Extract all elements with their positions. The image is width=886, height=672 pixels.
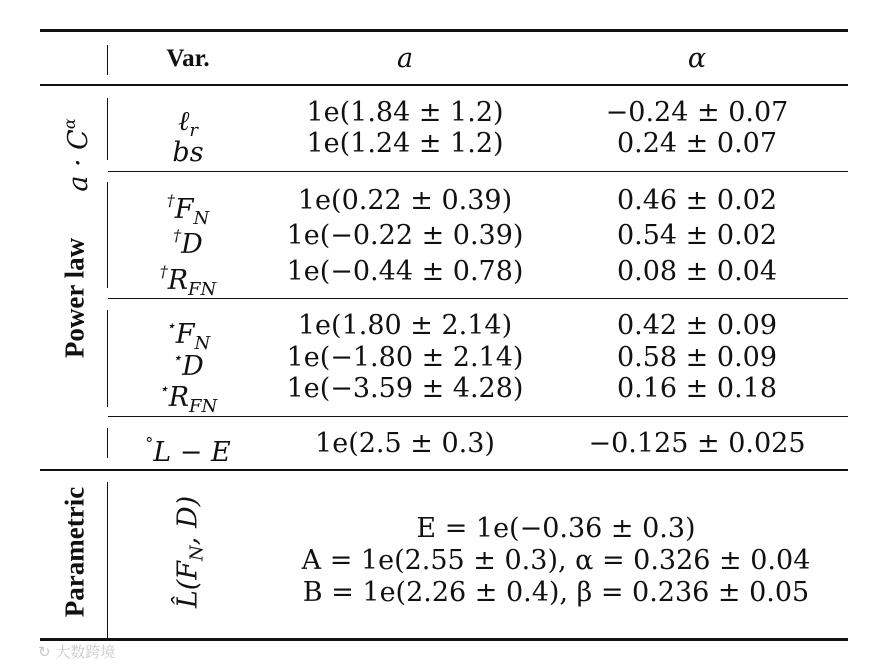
parametric-line-2: A = 1e(2.55 ± 0.3), α = 0.326 ± 0.04 (301, 545, 811, 576)
row-alpha-value: 0.46 ± 0.02 (616, 185, 778, 216)
row-alpha-value: 0.42 ± 0.09 (616, 310, 778, 341)
row-alpha-value: 0.58 ± 0.09 (616, 342, 778, 373)
row-alpha-value: 0.24 ± 0.07 (616, 128, 778, 159)
vsep-block-1 (107, 98, 108, 160)
row-alpha-value: −0.24 ± 0.07 (605, 97, 789, 128)
row-a-value: 1e(0.22 ± 0.39) (297, 185, 513, 216)
header-a: a (396, 43, 414, 74)
row-a-value: 1e(−3.59 ± 4.28) (286, 373, 524, 404)
row-a-value: 1e(−0.22 ± 0.39) (286, 220, 524, 251)
header-var: Var. (166, 45, 210, 72)
watermark-logo-icon: ↻ (38, 643, 51, 661)
watermark: ↻ 大数跨境 (38, 643, 116, 661)
row-var: $^⋆R_{FN}$ (158, 379, 218, 417)
row-var: $^⋆F_N$ (165, 316, 211, 354)
row-a-value: 1e(−0.44 ± 0.78) (286, 256, 524, 287)
row-alpha-value: −0.125 ± 0.025 (588, 428, 806, 459)
row-var: $^\dagger F_N$ (166, 191, 210, 229)
group-rule-3 (108, 416, 848, 417)
vsep-block-4 (107, 428, 108, 458)
row-a-value: 1e(−1.80 ± 2.14) (286, 342, 524, 373)
row-a-value: 1e(1.80 ± 2.14) (297, 310, 513, 341)
row-a-value: 1e(1.84 ± 1.2) (306, 97, 504, 128)
row-var: bs (172, 137, 204, 168)
row-var: ⋆D (172, 348, 204, 382)
group-formula-power-law: $a \cdot C^\alpha$ (60, 118, 94, 192)
row-var: †D (173, 226, 203, 260)
group-rule-2 (108, 298, 848, 299)
row-a-value: 1e(1.24 ± 1.2) (306, 128, 504, 159)
top-rule (40, 29, 848, 32)
bottom-rule (40, 638, 848, 641)
row-alpha-value: 0.54 ± 0.02 (616, 220, 778, 251)
group-label-power-law: Power law (59, 237, 90, 359)
parametric-line-1: E = 1e(−0.36 ± 0.3) (416, 513, 696, 544)
row-a-value: 1e(2.5 ± 0.3) (315, 428, 495, 459)
vsep-header (107, 45, 108, 75)
group-formula-parametric: $L̂(F_N$, D) (172, 495, 208, 609)
header-rule (40, 84, 848, 86)
row-var: $^\dagger R_{FN}$ (159, 262, 217, 300)
row-var: ℓ$_r$ (178, 106, 198, 141)
vsep-block-3 (107, 310, 108, 407)
header-alpha: α (687, 43, 707, 74)
row-alpha-value: 0.08 ± 0.04 (616, 256, 778, 287)
vsep-parametric (107, 482, 108, 638)
row-var: °L − E (145, 434, 231, 468)
row-alpha-value: 0.16 ± 0.18 (616, 373, 778, 404)
group-label-parametric: Parametric (59, 486, 90, 618)
vsep-block-2 (107, 182, 108, 288)
group-rule-1 (108, 171, 848, 172)
parametric-line-3: B = 1e(2.26 ± 0.4), β = 0.236 ± 0.05 (302, 577, 810, 608)
